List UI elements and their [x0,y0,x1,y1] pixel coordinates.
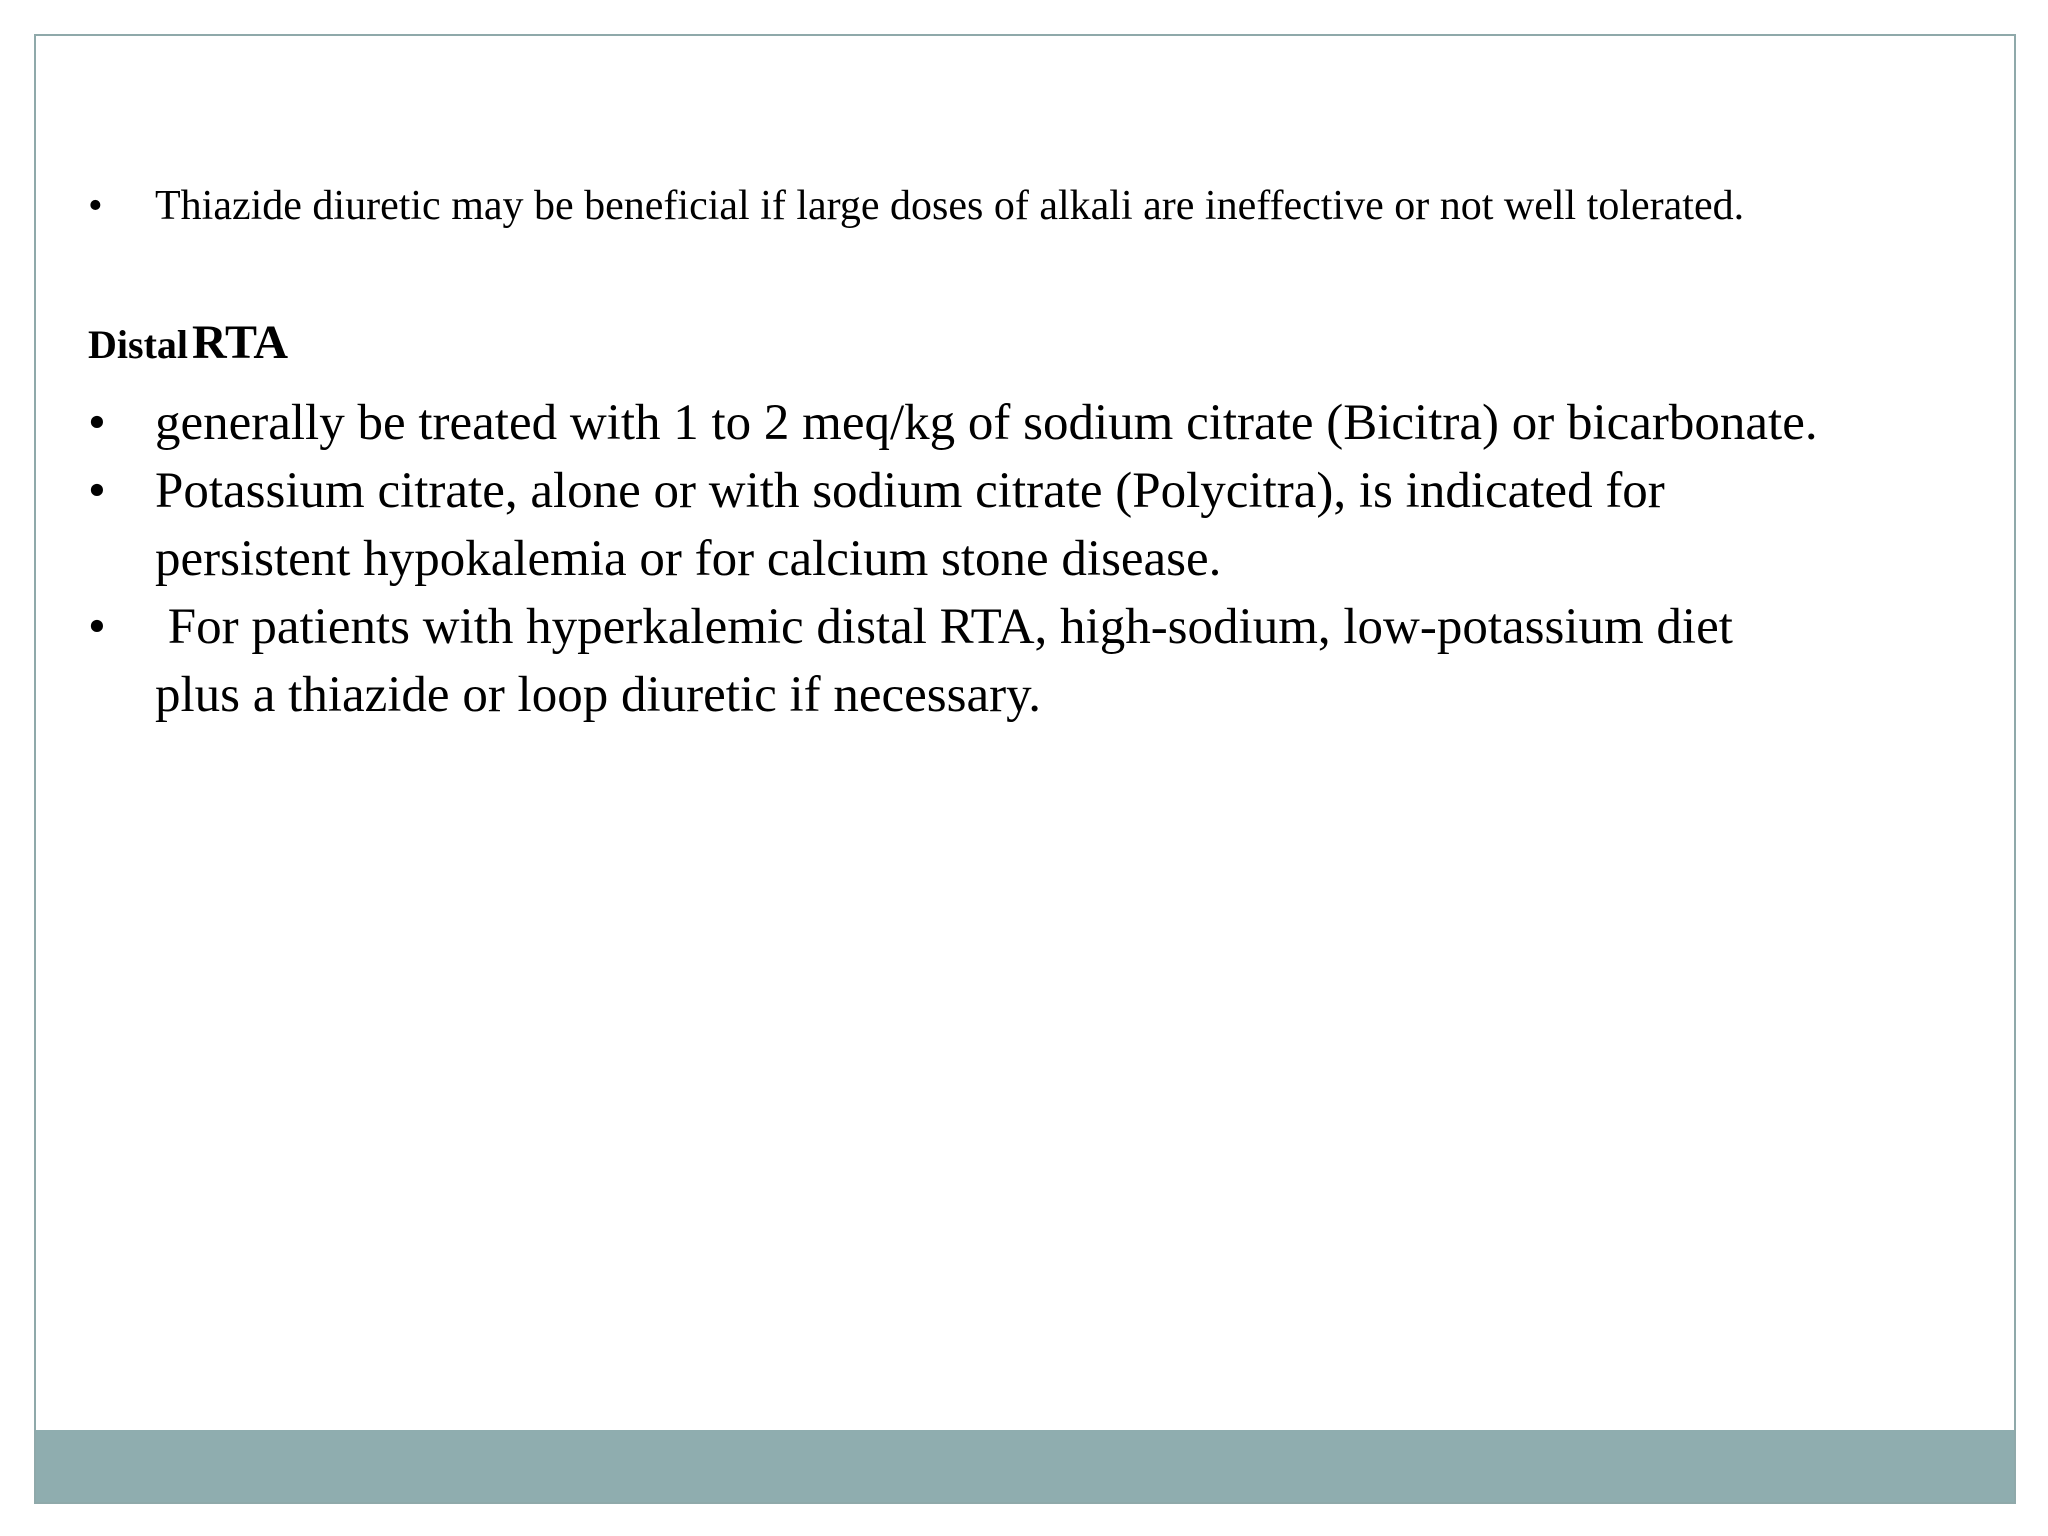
bullet-dot: • [88,183,103,229]
bullet-item-hyperkalemic [88,593,1828,729]
bullet-text: generally be treated with 1 to 2 meq/kg of sodium citrate (Bicitra) or bicarbonate. [155,395,1818,451]
heading-word-rta: RTA [192,316,289,369]
slide-content [88,176,1828,729]
slide [34,34,2016,1504]
bullet-dot: • [88,463,106,519]
bullet-item-thiazide [88,176,1828,236]
heading-word-distal: Distal [88,322,188,367]
bullet-text: Thiazide diuretic may be beneficial if large doses of alkali are ineffective or not well tolerated. [155,183,1745,229]
bullet-text: Potassium citrate, alone or with sodium citrate (Polycitra), is indicated for persistent hypokalemia or for calcium stone disease. [155,463,1665,587]
bullet-text: For patients with hyperkalemic distal RTA, high-sodium, low-potassium diet plus a thiazide or loop diuretic if necessary. [155,599,1746,723]
bullet-item-sodium-citrate [88,389,1828,457]
footer-bar [36,1430,2014,1502]
section-heading-distal-rta [88,312,1828,385]
bullet-dot: • [88,395,106,451]
bullet-dot: • [88,599,106,655]
bullet-item-potassium-citrate [88,457,1828,593]
